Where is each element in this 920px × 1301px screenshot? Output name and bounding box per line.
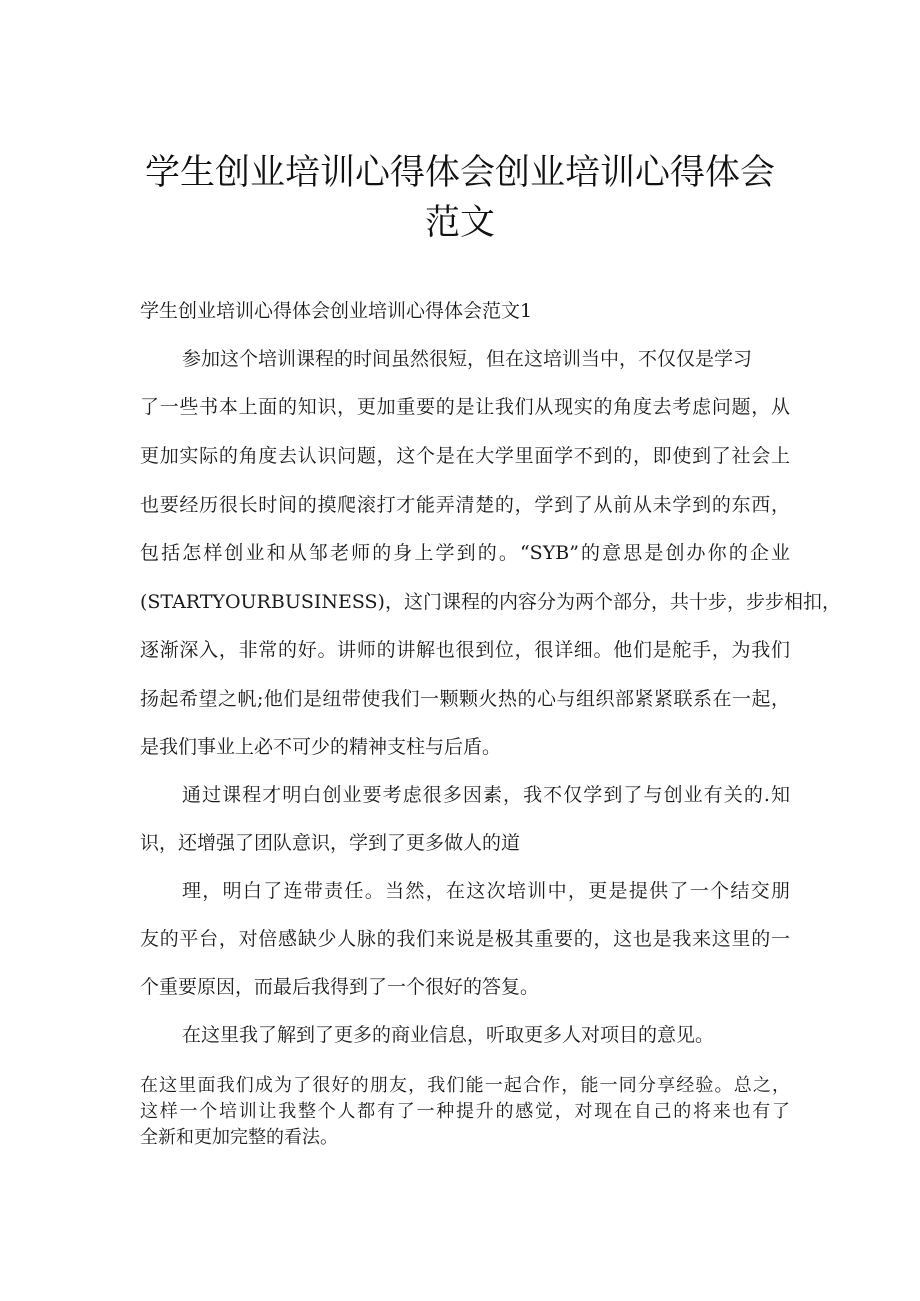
paragraph-2-line-1: 通过课程才明白创业要考虑很多因素，我不仅学到了与创业有关的.知 xyxy=(182,784,790,806)
document-title-line-2: 范文 xyxy=(424,203,495,243)
paragraph-3-line-3: 个重要原因，而最后我得到了一个很好的答复。 xyxy=(140,976,540,998)
paragraph-1-line-3: 更加实际的角度去认识问题，这个是在大学里面学不到的，即使到了社会上 xyxy=(140,445,790,467)
paragraph-3-line-2: 友的平台，对倍感缺少人脉的我们来说是极其重要的，这也是我来这里的一 xyxy=(140,928,790,950)
paragraph-1-line-7: 逐渐深入，非常的好。讲师的讲解也很到位，很详细。他们是舵手，为我们 xyxy=(140,639,790,661)
paragraph-5-line-2: 这样一个培训让我整个人都有了一种提升的感觉，对现在自己的将来也有了 xyxy=(140,1101,790,1122)
paragraph-1-line-1: 参加这个培训课程的时间虽然很短，但在这培训当中，不仅仅是学习 xyxy=(182,348,753,370)
paragraph-5-line-3: 全新和更加完整的看法。 xyxy=(140,1127,338,1148)
paragraph-1-line-4: 也要经历很长时间的摸爬滚打才能弄清楚的，学到了从前从未学到的东西， xyxy=(140,494,790,516)
paragraph-3-line-1: 理，明白了连带责任。当然，在这次培训中，更是提供了一个结交朋 xyxy=(182,880,790,902)
paragraph-1-line-9: 是我们事业上必不可少的精神支柱与后盾。 xyxy=(140,736,502,758)
paragraph-5-line-1: 在这里面我们成为了很好的朋友，我们能一起合作，能一同分享经验。总之， xyxy=(140,1075,790,1096)
paragraph-4-line-1: 在这里我了解到了更多的商业信息，听取更多人对项目的意见。 xyxy=(182,1024,715,1046)
paragraph-1-line-2: 了一些书本上面的知识，更加重要的是让我们从现实的角度去考虑问题，从 xyxy=(140,396,790,418)
paragraph-1-line-6: (STARTYOURBUSINESS)，这门课程的内容分为两个部分，共十步，步步相扣， xyxy=(140,591,841,613)
paragraph-1-line-5: 包括怎样创业和从邹老师的身上学到的。“SYB”的意思是创办你的企业 xyxy=(140,542,790,564)
paragraph-2-line-2: 识，还增强了团队意识，学到了更多做人的道 xyxy=(140,832,521,854)
document-subtitle: 学生创业培训心得体会创业培训心得体会范文1 xyxy=(140,300,533,322)
paragraph-1-line-8: 扬起希望之帆;他们是纽带使我们一颗颗火热的心与组织部紧紧联系在一起， xyxy=(140,688,790,710)
document-title-line-1: 学生创业培训心得体会创业培训心得体会 xyxy=(144,153,775,193)
